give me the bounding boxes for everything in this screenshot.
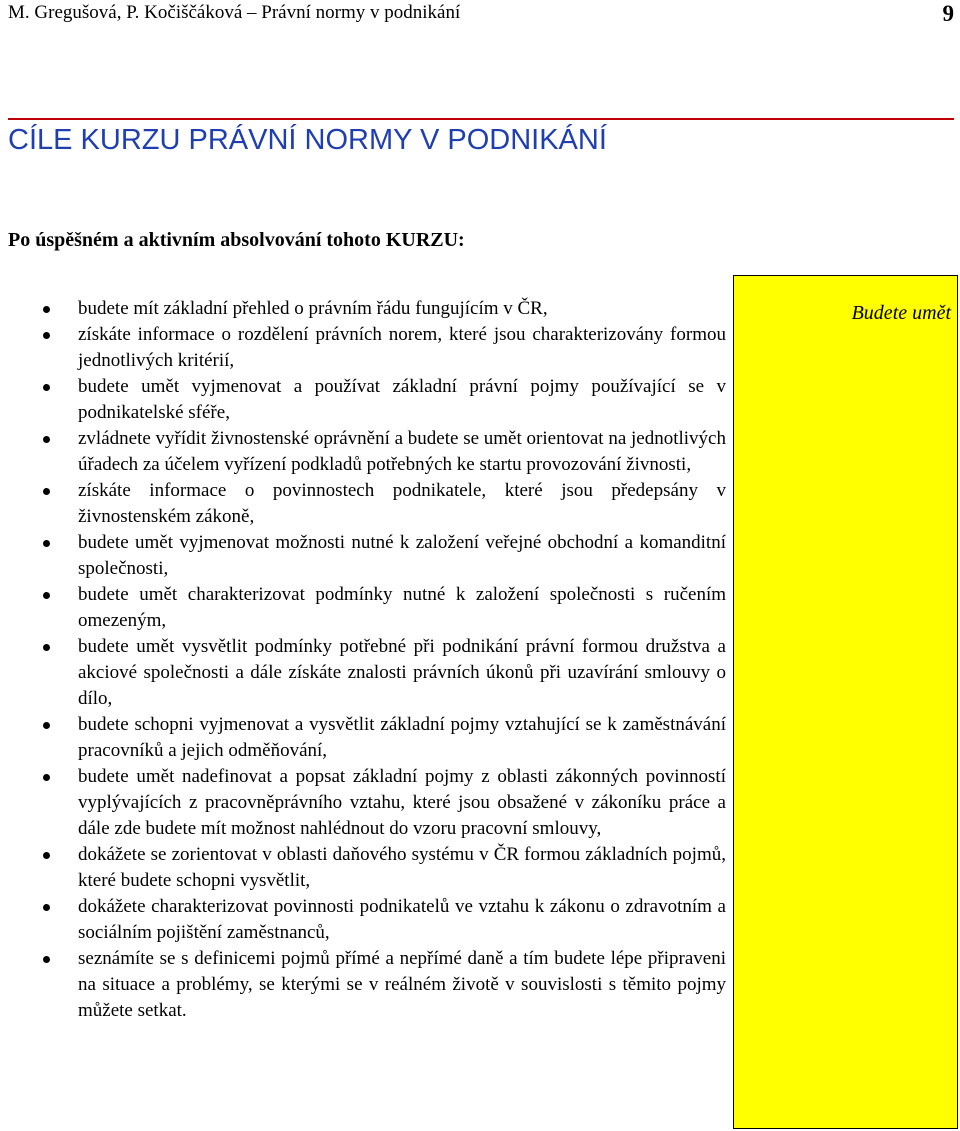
page-title: CÍLE KURZU PRÁVNÍ NORMY V PODNIKÁNÍ [8,124,607,156]
list-item: získáte informace o povinnostech podnikatele, které jsou předepsány v živnostenském zákoně, [78,478,726,530]
page-header [8,0,954,28]
goal-list [78,296,726,1024]
running-header-title: M. Gregušová, P. Kočiščáková – Právní normy v podnikání [8,2,461,23]
list-item: budete schopni vyjmenovat a vysvětlit základní pojmy vztahující se k zaměstnávání pracovníků a jejich odměňování, [78,712,726,764]
title-divider [8,118,954,120]
side-note-box [733,275,958,1129]
section-subtitle: Po úspěšném a aktivním absolvování tohoto KURZU: [8,229,465,251]
list-item: budete mít základní přehled o právním řádu fungujícím v ČR, [78,296,726,322]
list-item: budete umět charakterizovat podmínky nutné k založení společnosti s ručením omezeným, [78,582,726,634]
list-item: dokážete charakterizovat povinnosti podnikatelů ve vztahu k zákonu o zdravotním a sociálním pojištění zaměstnanců, [78,894,726,946]
side-note-label: Budete umět [851,302,951,324]
page-number: 9 [942,1,954,26]
list-item: seznámíte se s definicemi pojmů přímé a nepřímé daně a tím budete lépe připraveni na situace a problémy, se kterými se v reálném životě v souvislosti s těmito pojmy můžete setkat. [78,946,726,1024]
list-item: dokážete se zorientovat v oblasti daňového systému v ČR formou základních pojmů, které budete schopni vysvětlit, [78,842,726,894]
list-item: zvládnete vyřídit živnostenské oprávnění a budete se umět orientovat na jednotlivých úřadech za účelem vyřízení podkladů potřebných ke startu provozování živnosti, [78,426,726,478]
list-item: budete umět vysvětlit podmínky potřebné při podnikání právní formou družstva a akciové společnosti a dále získáte znalosti právních úkonů při uzavírání smlouvy o dílo, [78,634,726,712]
list-item: budete umět vyjmenovat možnosti nutné k založení veřejné obchodní a komanditní společnosti, [78,530,726,582]
list-item: budete umět vyjmenovat a používat základní právní pojmy používající se v podnikatelské sféře, [78,374,726,426]
list-item: budete umět nadefinovat a popsat základní pojmy z oblasti zákonných povinností vyplývajících z pracovněprávního vztahu, které jsou obsažené v zákoníku práce a dále zde budete mít možnost nahlédnout do vzoru pracovní smlouvy, [78,764,726,842]
list-item: získáte informace o rozdělení právních norem, které jsou charakterizovány formou jednotlivých kritérií, [78,322,726,374]
